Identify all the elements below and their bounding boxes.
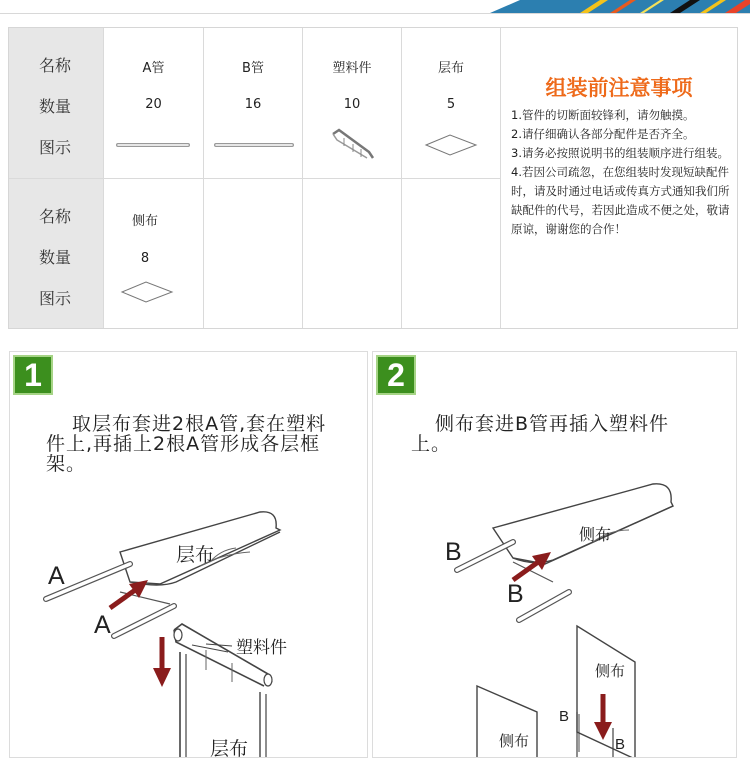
plastic-label: 塑料件 [236, 638, 287, 658]
notice-line: 3.请务必按照说明书的组装顺序进行组装。 [511, 146, 729, 160]
a-pipe-diagram [104, 136, 204, 156]
part-name: 塑料件 [332, 61, 372, 76]
part-name: B管 [242, 61, 264, 76]
part-cell-b-pipe [204, 28, 303, 179]
side-cloth-right-label: 侧布 [595, 662, 626, 680]
step-2-instruction-line: 上。 [411, 433, 452, 455]
part-cell-shelf-cloth [402, 28, 501, 179]
notice-line: 2.请仔细确认各部分配件是否齐全。 [511, 127, 695, 141]
part-quantity: 8 [140, 251, 150, 266]
pipe-b-label: B [507, 580, 524, 608]
notice-body [511, 106, 735, 239]
side-cloth-diagram [104, 279, 204, 305]
quantity-label: 数量 [39, 248, 72, 267]
step-1-instruction-line: 件上,再插上2根A管形成各层框 [46, 433, 321, 455]
step-1-instruction-line: 取层布套进2根A管,套在塑料 [72, 413, 327, 435]
part-quantity: 16 [244, 97, 262, 112]
step-1-badge: 1 [13, 355, 53, 395]
banner-artwork [450, 0, 750, 13]
part-name: 侧布 [131, 214, 158, 229]
step-1-instruction-line: 架。 [46, 453, 87, 475]
step-2-instruction-line: 侧布套进B管再插入塑料件 [435, 413, 670, 435]
notice-title: 组装前注意事项 [545, 75, 693, 100]
cloth-label: 层布 [176, 544, 215, 566]
row1-label-column [9, 28, 104, 179]
part-cell-plastic [303, 28, 402, 179]
part-quantity: 5 [446, 97, 456, 112]
notice-line: 1.管件的切断面较锋利，请勿触摸。 [511, 108, 695, 122]
step-2-illustration [373, 352, 737, 758]
part-name: A管 [142, 61, 165, 76]
part-cell-a-pipe [104, 28, 204, 179]
diagram-label: 图示 [39, 138, 72, 157]
pipe-a-label: A [48, 562, 65, 590]
diagram-label: 图示 [39, 289, 72, 308]
banner-divider [0, 13, 750, 14]
b-label: B [615, 736, 626, 753]
empty-cell [303, 179, 402, 328]
shelf-cloth-diagram [402, 133, 501, 159]
top-banner [0, 0, 750, 14]
quantity-label: 数量 [39, 97, 72, 116]
side-cloth-label: 侧布 [579, 525, 612, 544]
step-1-panel [9, 351, 368, 758]
b-label: B [559, 708, 570, 725]
step-2-badge: 2 [376, 355, 416, 395]
empty-cell [402, 179, 501, 328]
parts-table [8, 27, 738, 329]
pipe-b-label: B [445, 538, 462, 566]
name-label: 名称 [39, 207, 72, 226]
pipe-a-label: A [94, 611, 111, 639]
cloth-bottom-label: 层布 [210, 738, 249, 758]
notice-line: 4.若因公司疏忽，在您组装时发现短缺配件时，请及时通过电话或传真方式通知我们所缺配件的代号，若因此造成不便之处，敬请原谅，谢谢您的合作！ [511, 165, 730, 236]
part-quantity: 20 [145, 97, 162, 112]
b-pipe-diagram [204, 136, 303, 156]
row2-label-column [9, 179, 104, 328]
empty-cell [204, 179, 303, 328]
part-cell-side-cloth [104, 179, 204, 328]
part-name: 层布 [437, 61, 464, 76]
step-2-panel [372, 351, 737, 758]
plastic-connector-diagram [303, 124, 402, 164]
side-cloth-left-label: 侧布 [499, 732, 530, 750]
name-label: 名称 [39, 56, 72, 75]
assembly-notice [501, 28, 737, 328]
part-quantity: 10 [343, 97, 361, 112]
